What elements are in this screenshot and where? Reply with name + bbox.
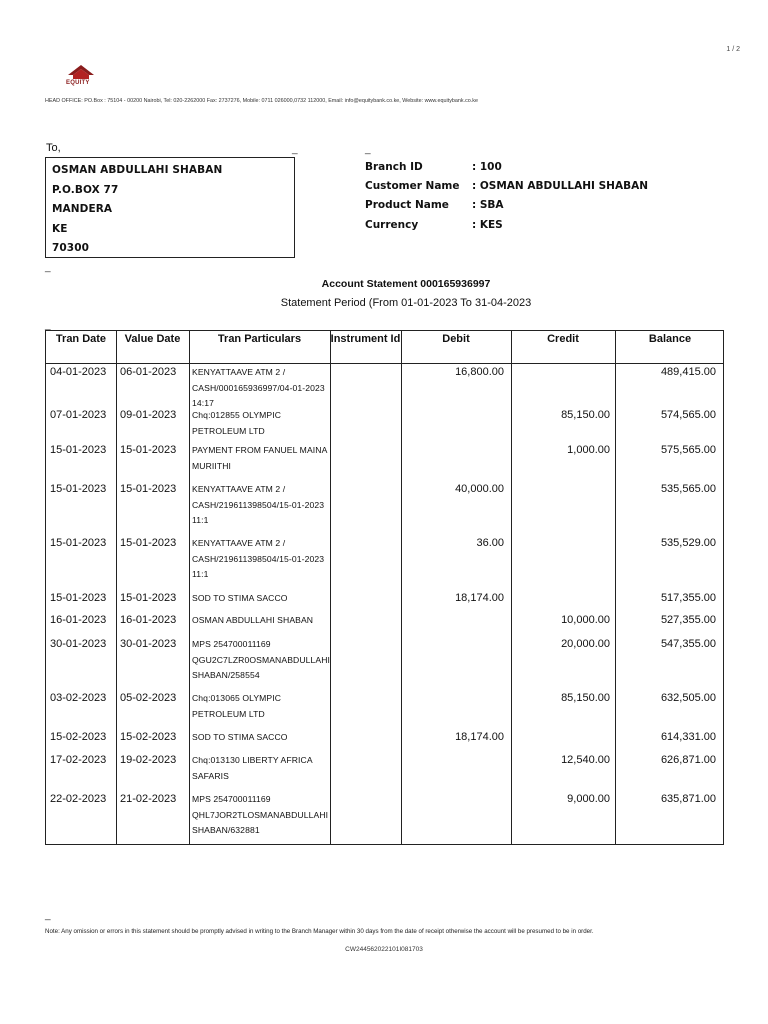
value-date-cell: 15-01-2023 bbox=[120, 444, 177, 456]
particulars-cell: Chq:013130 LIBERTY AFRICA SAFARIS bbox=[192, 755, 313, 781]
tran-date-cell: 30-01-2023 bbox=[50, 638, 107, 650]
debit-cell: 36.00 bbox=[476, 537, 504, 549]
statement-title bbox=[0, 278, 768, 290]
particulars-cell: Chq:012855 OLYMPIC PETROLEUM LTD bbox=[192, 410, 282, 436]
address-line: MANDERA bbox=[52, 203, 113, 215]
value-date-cell: 05-02-2023 bbox=[120, 692, 177, 704]
header-instrument-id: Instrument Id bbox=[330, 333, 401, 345]
brand-name: EQUITY bbox=[66, 80, 90, 86]
value-date-cell: 16-01-2023 bbox=[120, 614, 177, 626]
divider-mark: _ bbox=[292, 144, 298, 155]
tran-date-cell: 15-01-2023 bbox=[50, 483, 107, 495]
particulars-cell: PAYMENT FROM FANUEL MAINA MURIITHI bbox=[192, 445, 327, 471]
currency-value: : KES bbox=[472, 219, 503, 231]
address-box bbox=[45, 157, 295, 258]
customer-name-value: : OSMAN ABDULLAHI SHABAN bbox=[472, 180, 648, 192]
tran-date-cell: 17-02-2023 bbox=[50, 754, 107, 766]
balance-cell: 517,355.00 bbox=[660, 592, 716, 604]
address-line: KE bbox=[52, 222, 68, 235]
divider-mark: _ bbox=[45, 910, 51, 921]
tran-date-cell: 03-02-2023 bbox=[50, 692, 107, 704]
tran-date-cell: 15-01-2023 bbox=[50, 444, 107, 456]
particulars-cell: Chq:013065 OLYMPIC PETROLEUM LTD bbox=[192, 693, 282, 719]
value-date-cell: 09-01-2023 bbox=[120, 409, 177, 421]
debit-cell: 16,800.00 bbox=[455, 366, 504, 378]
balance-cell: 614,331.00 bbox=[660, 731, 716, 743]
debit-cell: 18,174.00 bbox=[455, 731, 504, 743]
address-line: 70300 bbox=[52, 242, 90, 254]
particulars-cell: MPS 254700011169 QGU2C7LZR0OSMANABDULLAHISHABAN/258554 bbox=[192, 639, 331, 680]
header-tran-date: Tran Date bbox=[55, 333, 107, 345]
transactions-table bbox=[45, 330, 724, 845]
credit-cell: 20,000.00 bbox=[561, 638, 610, 650]
balance-cell: 535,565.00 bbox=[660, 483, 716, 495]
credit-cell: 1,000.00 bbox=[567, 444, 610, 456]
particulars-cell: KENYATTAAVE ATM 2 / CASH/000165936997/04-01-2023 14:17 bbox=[192, 367, 325, 408]
tran-date-cell: 15-02-2023 bbox=[50, 731, 107, 743]
value-date-cell: 19-02-2023 bbox=[120, 754, 177, 766]
tran-date-cell: 04-01-2023 bbox=[50, 366, 107, 378]
balance-cell: 489,415.00 bbox=[660, 366, 716, 378]
credit-cell: 85,150.00 bbox=[561, 692, 610, 704]
currency-label: Currency bbox=[365, 219, 419, 231]
balance-cell: 547,355.00 bbox=[660, 638, 716, 650]
particulars-cell: SOD TO STIMA SACCO bbox=[192, 593, 288, 603]
product-name-label: Product Name bbox=[365, 199, 449, 211]
tran-date-cell: 15-01-2023 bbox=[50, 537, 107, 549]
address-line: OSMAN ABDULLAHI SHABAN bbox=[52, 164, 223, 176]
value-date-cell: 06-01-2023 bbox=[120, 366, 177, 378]
value-date-cell: 30-01-2023 bbox=[120, 638, 177, 650]
statement-period: Statement Period (From 01-01-2023 To 31-04-2023 bbox=[280, 297, 532, 309]
divider-mark: _ bbox=[365, 144, 371, 155]
divider-mark: _ bbox=[45, 262, 51, 273]
head-office-line: HEAD OFFICE: PO.Box : 75104 - 00200 Nairobi, Tel: 020-2262000 Fax: 2737276, Mobile: 0711 026000,0732 112000, Email: info@equitybank.co.ke, Website: www.equitybank.co.ke bbox=[45, 98, 478, 104]
header-particulars: Tran Particulars bbox=[217, 333, 302, 345]
value-date-cell: 15-02-2023 bbox=[120, 731, 177, 743]
account-number: 000165936997 bbox=[420, 278, 491, 290]
customer-name-label: Customer Name bbox=[365, 180, 460, 192]
header-debit: Debit bbox=[442, 333, 470, 345]
tran-date-cell: 15-01-2023 bbox=[50, 592, 107, 604]
debit-cell: 40,000.00 bbox=[455, 483, 504, 495]
balance-cell: 632,505.00 bbox=[660, 692, 716, 704]
value-date-cell: 15-01-2023 bbox=[120, 537, 177, 549]
particulars-cell: KENYATTAAVE ATM 2 / CASH/219611398504/15-01-2023 11:1 bbox=[192, 484, 325, 525]
divider-mark: _ bbox=[45, 320, 51, 331]
particulars-cell: KENYATTAAVE ATM 2 / CASH/219611398504/15-01-2023 11:1 bbox=[192, 538, 325, 579]
debit-cell: 18,174.00 bbox=[455, 592, 504, 604]
document-code: CW244562022101I081703 bbox=[345, 946, 423, 953]
header-value-date: Value Date bbox=[124, 333, 181, 345]
header-credit: Credit bbox=[547, 333, 579, 345]
credit-cell: 10,000.00 bbox=[561, 614, 610, 626]
credit-cell: 85,150.00 bbox=[561, 409, 610, 421]
header-balance: Balance bbox=[648, 333, 692, 345]
particulars-cell: MPS 254700011169 QHL7JOR2TLOSMANABDULLAHISHABAN/632881 bbox=[192, 794, 329, 835]
branch-id-label: Branch ID bbox=[365, 161, 423, 173]
balance-cell: 626,871.00 bbox=[660, 754, 716, 766]
branch-id-value: : 100 bbox=[472, 161, 502, 173]
balance-cell: 575,565.00 bbox=[660, 444, 716, 456]
statement-title-prefix: Account Statement bbox=[321, 278, 418, 290]
page-number: 1 / 2 bbox=[726, 46, 740, 53]
credit-cell: 9,000.00 bbox=[567, 793, 610, 805]
credit-cell: 12,540.00 bbox=[561, 754, 610, 766]
value-date-cell: 21-02-2023 bbox=[120, 793, 177, 805]
tran-date-cell: 07-01-2023 bbox=[50, 409, 107, 421]
to-label: To, bbox=[46, 142, 61, 154]
tran-date-cell: 16-01-2023 bbox=[50, 614, 107, 626]
footer-note: Note: Any omission or errors in this statement should be promptly advised in writing to the Branch Manager within 30 days from the date of receipt otherwise the account will be presumed to be in order. bbox=[45, 928, 594, 935]
particulars-cell: SOD TO STIMA SACCO bbox=[192, 732, 288, 742]
balance-cell: 535,529.00 bbox=[660, 537, 716, 549]
balance-cell: 574,565.00 bbox=[660, 409, 716, 421]
value-date-cell: 15-01-2023 bbox=[120, 592, 177, 604]
value-date-cell: 15-01-2023 bbox=[120, 483, 177, 495]
tran-date-cell: 22-02-2023 bbox=[50, 793, 107, 805]
balance-cell: 635,871.00 bbox=[660, 793, 716, 805]
balance-cell: 527,355.00 bbox=[660, 614, 716, 626]
address-line: P.O.BOX 77 bbox=[52, 183, 119, 196]
product-name-value: : SBA bbox=[472, 199, 504, 211]
particulars-cell: OSMAN ABDULLAHI SHABAN bbox=[192, 615, 314, 625]
